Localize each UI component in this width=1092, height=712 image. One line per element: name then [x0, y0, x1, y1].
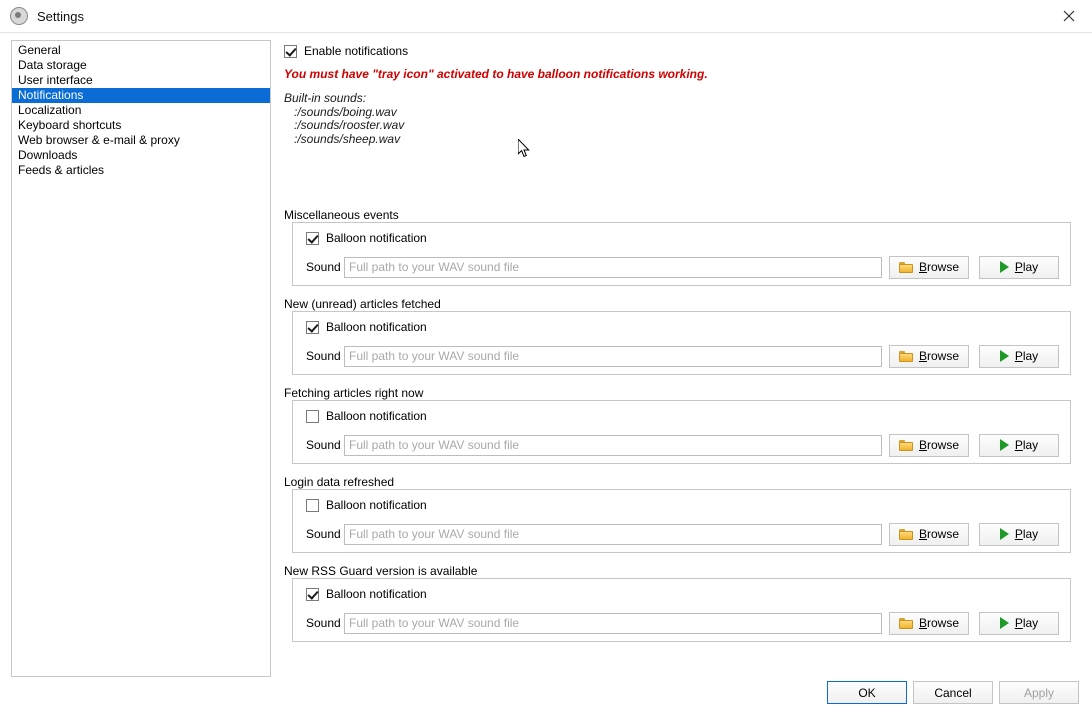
sound-label: Sound	[306, 260, 341, 274]
folder-icon	[899, 618, 913, 629]
browse-label-rest: rowse	[927, 616, 960, 630]
dialog-buttons	[0, 677, 1092, 712]
browse-label-rest: rowse	[927, 260, 960, 274]
group-miscellaneous-events	[284, 208, 1071, 286]
enable-notifications-checkbox[interactable]	[284, 43, 408, 59]
balloon-notification-checkbox-new-unread-articles[interactable]	[306, 319, 427, 335]
sound-label: Sound	[306, 438, 341, 452]
balloon-notification-checkbox-new-rss-guard-version[interactable]	[306, 586, 427, 602]
balloon-notification-label: Balloon notification	[326, 231, 427, 245]
play-accel: P	[1014, 260, 1023, 274]
group-title: Login data refreshed	[284, 475, 395, 489]
browse-button-new-rss-guard-version[interactable]	[889, 612, 969, 635]
folder-icon	[899, 351, 913, 362]
play-label-rest: lay	[1022, 260, 1039, 274]
sound-row	[306, 434, 1059, 456]
folder-icon	[899, 529, 913, 540]
browse-label-rest: rowse	[927, 349, 960, 363]
sidebar-item-localization[interactable]: Localization	[18, 103, 82, 117]
sidebar-item-data-storage[interactable]: Data storage	[18, 58, 87, 72]
play-button-miscellaneous-events[interactable]	[979, 256, 1059, 279]
sound-row	[306, 256, 1059, 278]
group-title: Miscellaneous events	[284, 208, 399, 222]
play-button-new-rss-guard-version[interactable]	[979, 612, 1059, 635]
checkbox-box[interactable]	[306, 499, 319, 512]
sound-row	[306, 612, 1059, 634]
sidebar-item-general[interactable]: General	[18, 43, 61, 57]
sound-path-input-fetching-articles[interactable]	[344, 435, 882, 456]
sidebar-item-user-interface[interactable]: User interface	[18, 73, 93, 87]
tray-icon-warning: You must have "tray icon" activated to have balloon notifications working.	[284, 67, 708, 81]
play-icon	[1000, 439, 1009, 451]
apply-button: Apply	[999, 681, 1079, 704]
play-button-new-unread-articles[interactable]	[979, 345, 1059, 368]
title-bar	[0, 0, 1092, 33]
browse-label-rest: rowse	[927, 527, 960, 541]
play-icon	[1000, 261, 1009, 273]
play-accel: P	[1014, 616, 1023, 630]
browse-label-rest: rowse	[927, 438, 960, 452]
balloon-notification-checkbox-login-data-refreshed[interactable]	[306, 497, 427, 513]
browse-accel: B	[918, 438, 927, 452]
group-title: New (unread) articles fetched	[284, 297, 441, 311]
builtin-sounds-heading: Built-in sounds:	[284, 91, 367, 105]
builtin-sound-rooster: :/sounds/rooster.wav	[294, 118, 405, 132]
browse-accel: B	[918, 260, 927, 274]
settings-section-list[interactable]	[11, 40, 271, 677]
settings-content	[0, 32, 1092, 712]
sound-row	[306, 345, 1059, 367]
checkbox-box[interactable]	[306, 232, 319, 245]
balloon-notification-label: Balloon notification	[326, 409, 427, 423]
sidebar-item-notifications[interactable]: Notifications	[12, 88, 270, 103]
play-accel: P	[1014, 438, 1023, 452]
builtin-sounds-list	[284, 92, 404, 146]
balloon-notification-label: Balloon notification	[326, 320, 427, 334]
play-icon	[1000, 617, 1009, 629]
close-icon[interactable]	[1046, 0, 1092, 31]
enable-notifications-label: Enable notifications	[304, 44, 409, 58]
checkbox-box[interactable]	[306, 410, 319, 423]
folder-icon	[899, 440, 913, 451]
sound-path-input-new-rss-guard-version[interactable]	[344, 613, 882, 634]
cancel-button[interactable]: Cancel	[913, 681, 993, 704]
checkbox-box[interactable]	[306, 588, 319, 601]
browse-button-login-data-refreshed[interactable]	[889, 523, 969, 546]
checkbox-box[interactable]	[306, 321, 319, 334]
balloon-notification-checkbox-fetching-articles[interactable]	[306, 408, 427, 424]
folder-icon	[899, 262, 913, 273]
sound-path-input-login-data-refreshed[interactable]	[344, 524, 882, 545]
group-fetching-articles-right-now	[284, 386, 1071, 464]
play-label-rest: lay	[1022, 438, 1039, 452]
play-icon	[1000, 528, 1009, 540]
play-label-rest: lay	[1022, 616, 1039, 630]
group-title: New RSS Guard version is available	[284, 564, 478, 578]
notifications-panel	[280, 40, 1080, 677]
balloon-notification-label: Balloon notification	[326, 587, 427, 601]
play-accel: P	[1014, 527, 1023, 541]
sound-label: Sound	[306, 616, 341, 630]
group-new-unread-articles-fetched	[284, 297, 1071, 375]
balloon-notification-checkbox-miscellaneous-events[interactable]	[306, 230, 427, 246]
play-button-login-data-refreshed[interactable]	[979, 523, 1059, 546]
browse-button-fetching-articles[interactable]	[889, 434, 969, 457]
browse-button-new-unread-articles[interactable]	[889, 345, 969, 368]
play-accel: P	[1014, 349, 1023, 363]
app-icon	[10, 7, 28, 25]
browse-accel: B	[918, 349, 927, 363]
play-label-rest: lay	[1022, 349, 1039, 363]
window-title: Settings	[37, 8, 84, 24]
builtin-sound-boing: :/sounds/boing.wav	[294, 104, 397, 119]
group-title: Fetching articles right now	[284, 386, 424, 400]
group-new-rss-guard-version	[284, 564, 1071, 642]
sound-path-input-new-unread-articles[interactable]	[344, 346, 882, 367]
sidebar-item-keyboard-shortcuts[interactable]: Keyboard shortcuts	[18, 118, 122, 132]
browse-accel: B	[918, 616, 927, 630]
sidebar-item-downloads[interactable]: Downloads	[18, 148, 78, 162]
balloon-notification-label: Balloon notification	[326, 498, 427, 512]
sound-label: Sound	[306, 527, 341, 541]
group-login-data-refreshed	[284, 475, 1071, 553]
sound-path-input-miscellaneous-events[interactable]	[344, 257, 882, 278]
play-icon	[1000, 350, 1009, 362]
sidebar-item-web-browser-email-proxy[interactable]: Web browser & e-mail & proxy	[18, 133, 180, 147]
sidebar-item-feeds-articles[interactable]: Feeds & articles	[18, 163, 105, 177]
builtin-sound-sheep: :/sounds/sheep.wav	[294, 131, 401, 146]
play-button-fetching-articles[interactable]	[979, 434, 1059, 457]
browse-button-miscellaneous-events[interactable]	[889, 256, 969, 279]
sound-label: Sound	[306, 349, 341, 363]
browse-accel: B	[918, 527, 927, 541]
ok-button[interactable]: OK	[827, 681, 907, 704]
sound-row	[306, 523, 1059, 545]
play-label-rest: lay	[1022, 527, 1039, 541]
checkbox-box[interactable]	[284, 45, 297, 58]
